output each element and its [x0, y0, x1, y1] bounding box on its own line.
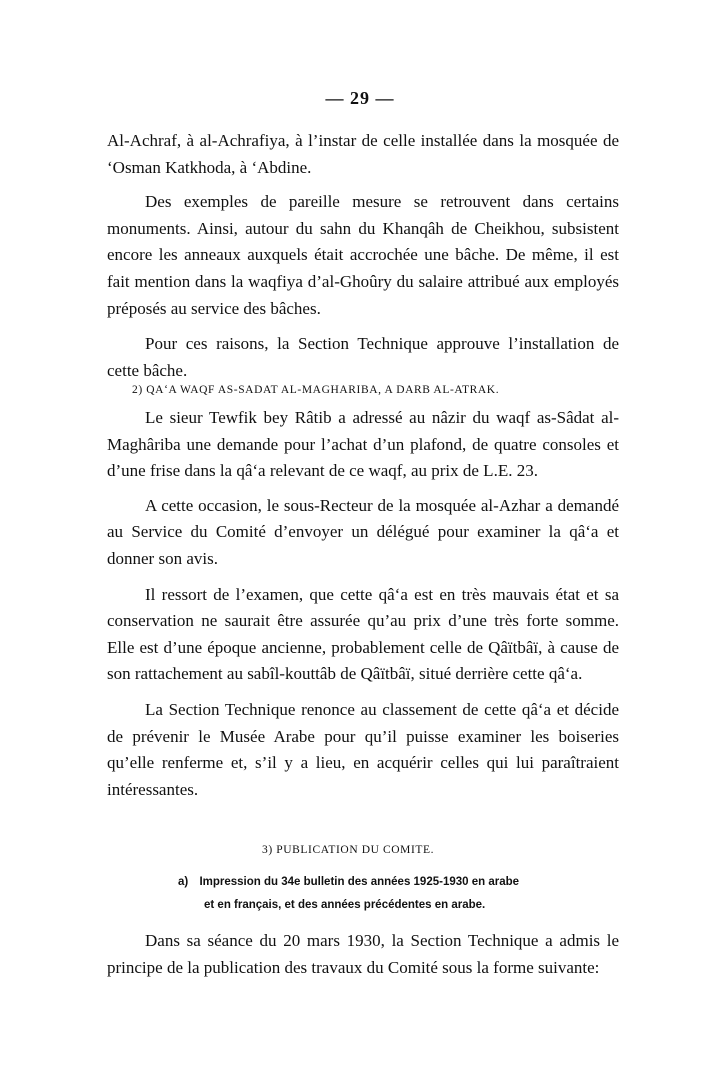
paragraph-delegate: A cette occasion, le sous-Recteur de la mosquée al-Azhar a demandé au Service du Comité d’envoyer un délégué pour examiner la qâ‘a et donner son avis.: [107, 495, 619, 568]
section-heading-3: 3) PUBLICATION DU COMITE.: [262, 844, 435, 856]
subheading-line-1: Impression du 34e bulletin des années 1925-1930 en arabe: [199, 876, 520, 888]
paragraph-publication: Dans sa séance du 20 mars 1930, la Section Technique a admis le principe de la publication des travaux du Comité sous la forme suivante:: [107, 931, 619, 977]
page-number: — 29 —: [325, 88, 395, 108]
intro-text-block: [107, 128, 619, 384]
section-2-text-block: [107, 405, 619, 803]
section-heading-2: 2) QA‘A WAQF AS-SADAT AL-MAGHARIBA, A DARB AL-ATRAK.: [132, 384, 500, 396]
subheading-a: [178, 871, 618, 917]
subheading-label: a): [178, 876, 189, 888]
paragraph-examples: Des exemples de pareille mesure se retrouvent dans certains monuments. Ainsi, autour du sahn du Khanqâh de Cheikhou, subsistent encore les anneaux auxquels était accrochée une bâche. De même, il est fait mention dans la waqfiya d’al-Ghoûry du salaire attribué aux employés préposés au service des bâches.: [107, 192, 619, 318]
paragraph-continuation: Al-Achraf, à al-Achrafiya, à l’instar de celle installée dans la mosquée de ‘Osman Katkhoda, à ‘Abdine.: [107, 131, 619, 177]
section-3-text-block: [107, 928, 619, 981]
paragraph-decision: La Section Technique renonce au classement de cette qâ‘a et décide de prévenir le Musée Arabe pour qu’il puisse examiner les boiseries qu’elle renferme et, s’il y a lieu, en acquérir celles qui lui paraîtraient intéressantes.: [107, 699, 619, 799]
paragraph-examination: Il ressort de l’examen, que cette qâ‘a est en très mauvais état et sa conservation ne saurait être assurée qu’au prix d’une très forte somme. Elle est d’une époque ancienne, probablement celle de Qâïtbâï, à cause de son rattachement au sabîl-kouttâb de Qâïtbâï, situé derrière cette qâ‘a.: [107, 584, 619, 684]
paragraph-approval: Pour ces raisons, la Section Technique approuve l’installation de cette bâche.: [107, 334, 619, 380]
subheading-line-2: et en français, et des années précédentes en arabe.: [204, 899, 486, 911]
paragraph-request: Le sieur Tewfik bey Râtib a adressé au nâzir du waqf as-Sâdat al-Maghâriba une demande pour l’achat d’un plafond, de quatre consoles et d’une frise dans la qâ‘a relevant de ce waqf, au prix de L.E. 23.: [107, 408, 619, 481]
